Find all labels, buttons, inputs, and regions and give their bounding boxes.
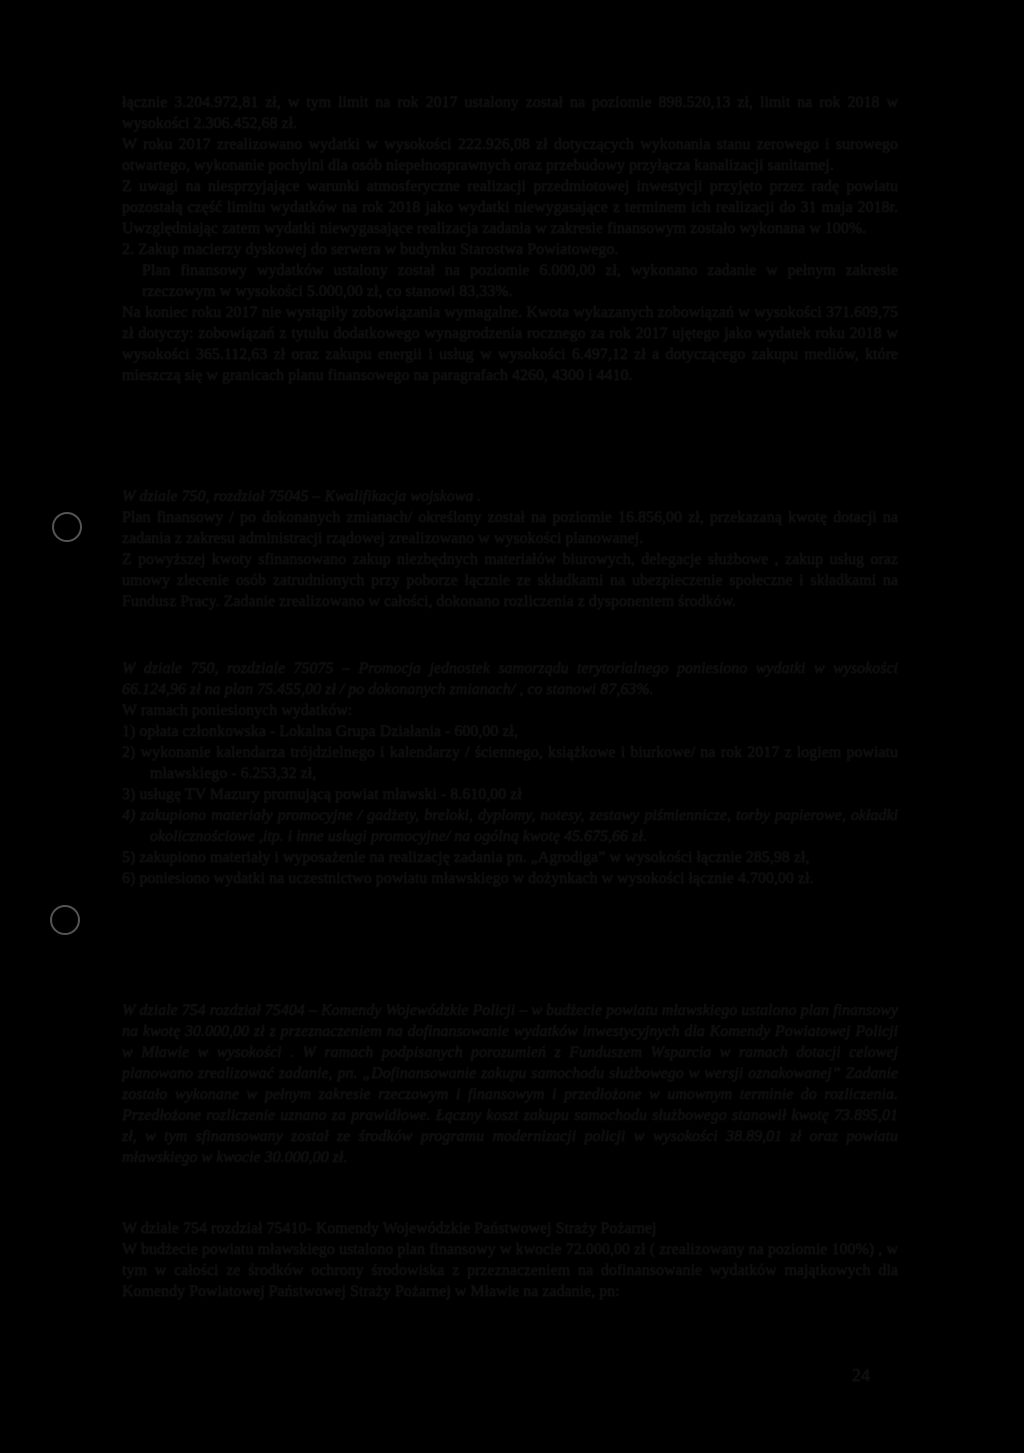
paragraph: Z powyższej kwoty sfinansowano zakup niezbędnych materiałów biurowych, delegacje służbowe , zakup usług oraz umowy zlecenie osób zatrudnionych przy poborze łącznie ze składkami na ubezpieczenie społeczne i składkami na Fundusz Pracy. Zadanie zrealizowano w całości, dokonano rozliczenia z dysponentem środków.	[122, 551, 898, 610]
paragraph: Z uwagi na niesprzyjające warunki atmosferyczne realizacji przedmiotowej inwestycji przyjęto przez radę powiatu pozostałą część limitu wydatków na rok 2018 jako wydatki niewygasające z terminem ich realizacji do 31 maja 2018r. Uwzględniając zatem wydatki niewygasające realizacja zadania w zakresie finansowym zostało wykonana w 100%.	[122, 178, 898, 237]
list-item: 6) poniesiono wydatki na uczestnictwo powiatu mławskiego w dożynkach w wysokości łącznie 4.700,00 zł.	[122, 870, 814, 887]
paragraph: łącznie 3.204.972,81 zł, w tym limit na rok 2017 ustalony został na poziomie 898.520,13 zł, limit na rok 2018 w wysokości 2.306.452,68 zł.	[122, 94, 898, 132]
text-block-4	[122, 1000, 898, 1168]
text-block-1	[122, 92, 898, 386]
section-heading: W dziale 754 rozdział 75410- Komendy Wojewódzkie Państwowej Straży Pożarnej	[122, 1220, 657, 1237]
punch-hole-bottom	[50, 905, 80, 935]
list-item: 2) wykonanie kalendarza trójdzielnego i kalendarzy / ściennego, książkowe i biurkowe/ na rok 2017 z logiem powiatu mławskiego - 6.253,32 zł,	[122, 744, 898, 782]
paragraph: W roku 2017 zrealizowano wydatki w wysokości 222.926,08 zł dotyczących wykonania stanu zerowego i surowego otwartego, wykonanie pochylni dla osób niepełnosprawnych oraz przebudowy przyłącza kanalizacji sanitarnej.	[122, 136, 898, 174]
text-block-2	[122, 486, 898, 612]
paragraph: Plan finansowy / po dokonanych zmianach/ określony został na poziomie 16.856,00 zł, przekazaną kwotę dotacji na zadania z zakresu administracji rządowej zrealizowano w wysokości planowanej.	[122, 509, 898, 547]
text-block-3	[122, 658, 898, 889]
paragraph: W dziale 754 rozdział 75404 – Komendy Wojewódzkie Policji – w budżecie powiatu mławskiego ustalono plan finansowy na kwotę 30.000,00 zł z przeznaczeniem na dofinansowanie wydatków inwestycyjnych dla Komendy Powiatowej Policji w Mławie w wysokości . W ramach podpisanych porozumień z Funduszem Wsparcia w ramach dotacji celowej planowano zrealizować zadanie, pn. „Dofinansowanie zakupu samochodu służbowego w wersji oznakowanej” Zadanie zostało wykonane w pełnym zakresie rzeczowym i finansowym i przedłożone w umownym terminie do rozliczenia. Przedłożone rozliczenie uznano za prawidłowe. Łączny koszt zakupu samochodu służbowego stanowił kwotę 73.895,01 zł, w tym sfinansowany został ze środków programu modernizacji policji w wysokości 38.89,01 zł oraz powiatu mławskiego w kwocie 30.000,00 zł.	[122, 1002, 898, 1166]
paragraph: Plan finansowy wydatków ustalony został na poziomie 6.000,00 zł, wykonano zadanie w pełnym zakresie rzeczowym w wysokości 5.000,00 zł, co stanowi 83,33%.	[142, 262, 898, 300]
paragraph: W budżecie powiatu mławskiego ustalono plan finansowy w kwocie 72.000,00 zł ( zrealizowany na poziomie 100%) , w tym w całości ze środków ochrony środowiska z przeznaczeniem na dofinansowanie wydatków majątkowych dla Komendy Powiatowej Państwowej Straży Pożarnej w Mławie na zadanie, pn:	[122, 1241, 898, 1300]
expense-list	[122, 721, 898, 889]
list-item: 3) usługę TV Mazury promującą powiat mławski - 8.610,00 zł	[122, 786, 522, 803]
section-heading: W dziale 750, rozdział 75045 – Kwalifikacja wojskowa .	[122, 488, 482, 505]
paragraph: 2. Zakup macierzy dyskowej do serwera w budynku Starostwa Powiatowego.	[122, 241, 619, 258]
list-item: 4) zakupiono materiały promocyjne / gadżety, breloki, dyplomy, notesy, zestawy piśmiennicze, torby papierowe, okładki okolicznościowe ,itp. i inne usługi promocyjne/ na ogólną kwotę 45.675,66 zł.	[122, 807, 898, 845]
section-heading: W dziale 750, rozdziale 75075 – Promocja jednostek samorządu terytorialnego poniesiono wydatki w wysokości 66.124,96 zł na plan 75.455,00 zł / po dokonanych zmianach/ , co stanowi 87,63%.	[122, 660, 898, 698]
list-item: 5) zakupiono materiały i wyposażenie na realizację zadania pn. „Agrodiga” w wysokości łącznie 285,98 zł,	[122, 849, 810, 866]
list-item: 1) opłata członkowska - Lokalna Grupa Działania - 600,00 zł,	[122, 723, 518, 740]
text-block-5	[122, 1218, 898, 1302]
paragraph: W ramach poniesionych wydatków:	[122, 702, 353, 719]
page-number: 24	[852, 1365, 870, 1385]
paragraph: Na koniec roku 2017 nie wystąpiły zobowiązania wymagalne. Kwota wykazanych zobowiązań w wysokości 371.609,75 zł dotyczy: zobowiązań z tytułu dodatkowego wynagrodzenia rocznego za rok 2017 ujętego jako wydatek roku 2018 w wysokości 365.112,63 zł oraz zakupu energii i usług w wysokości 6.497,12 zł a dotyczącego zakupu mediów, które mieszczą się w granicach planu finansowego na paragrafach 4260, 4300 i 4410.	[122, 304, 898, 384]
punch-hole-top	[52, 512, 82, 542]
